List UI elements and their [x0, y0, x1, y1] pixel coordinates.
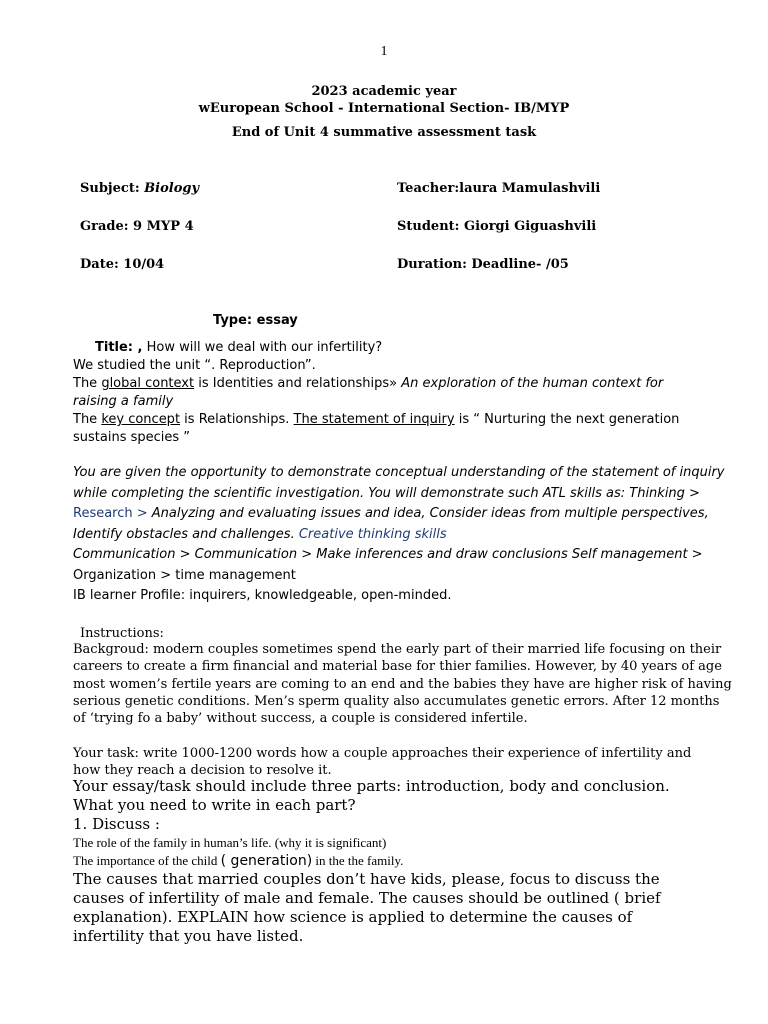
key-concept-prefix: The — [73, 412, 102, 427]
atl-research: Research > — [73, 506, 148, 521]
essay-parts-line: Your essay/task should include three parts: introduction, body and conclusion. — [73, 777, 670, 795]
causes-line-1: The causes that married couples don’t have kids, please, focus to discuss the — [73, 870, 660, 888]
title-text: How will we deal with our infertility? — [142, 340, 383, 355]
atl-line-4 — [73, 527, 447, 542]
causes-line-2: causes of infertility of male and female. The causes should be outlined ( brief — [73, 889, 661, 907]
instructions-line-2: careers to create a firm financial and material base for thier families. However, by 40 years of age — [73, 659, 722, 674]
title-label: Title: , — [95, 340, 143, 355]
statement-of-inquiry-term: The statement of inquiry — [293, 412, 455, 427]
key-concept-line — [73, 412, 679, 427]
teacher-field: Teacher:laura Mamulashvili — [397, 181, 601, 196]
causes-line-4: infertility that you have listed. — [73, 927, 304, 945]
instructions-line-1: Backgroud: modern couples sometimes spend the early part of their married life focusing on their — [73, 642, 722, 657]
key-concept-term: key concept — [101, 412, 181, 427]
instructions-heading: Instructions: — [80, 626, 164, 641]
child-importance-generation: ( generation) — [220, 853, 313, 869]
global-context-exploration: An exploration of the human context for — [401, 376, 664, 391]
grade-field: Grade: 9 MYP 4 — [80, 219, 194, 234]
essay-title — [95, 340, 382, 355]
atl-line-2: while completing the scientific investigation. You will demonstrate such ATL skills as: Thinking > — [73, 486, 700, 501]
key-concept-line2: sustains species ” — [73, 430, 191, 445]
atl-line-1: You are given the opportunity to demonstrate conceptual understanding of the statement of inquiry — [73, 465, 725, 480]
page-number: 1 — [380, 44, 388, 59]
learner-profile: IB learner Profile: inquirers, knowledgeable, open-minded. — [73, 588, 452, 603]
discuss-heading: 1. Discuss : — [73, 815, 160, 833]
subject-value: Biology — [144, 181, 200, 196]
subject-label: Subject: — [80, 181, 140, 196]
atl-line-5: Communication > Communication > Make inferences and draw conclusions Self management > — [73, 547, 703, 562]
atl-obstacles: Identify obstacles and challenges. — [73, 527, 299, 542]
atl-creative-thinking: Creative thinking skills — [298, 527, 447, 542]
global-context-term: global context — [101, 376, 195, 391]
instructions-line-3: most women’s fertile years are coming to an end and the babies they have are higher risk of having — [73, 677, 732, 692]
atl-line-6: Organization > time management — [73, 568, 296, 583]
instructions-line-5: of ‘trying fo a baby’ without success, a couple is considered infertile. — [73, 711, 528, 726]
instructions-line-4: serious genetic conditions. Men’s sperm quality also accumulates genetic errors. After 12 months — [73, 694, 720, 709]
child-importance-line — [73, 853, 403, 869]
global-context-line2: raising a family — [73, 394, 174, 409]
child-importance-c: in the the family. — [312, 853, 404, 868]
atl-analyzing: Analyzing and evaluating issues and idea, Consider ideas from multiple perspectives, — [147, 506, 709, 521]
family-role-line: The role of the family in human’s life. (why it is significant) — [73, 835, 387, 850]
global-context-line — [73, 376, 663, 391]
task-line-1: Your task: write 1000-1200 words how a couple approaches their experience of infertility and — [73, 746, 692, 761]
subject-field — [80, 181, 199, 196]
unit-line: We studied the unit “. Reproduction”. — [73, 358, 316, 373]
atl-line-3 — [73, 506, 709, 521]
duration-field: Duration: Deadline- /05 — [397, 257, 569, 272]
academic-year: 2023 academic year — [311, 84, 457, 99]
task-heading: End of Unit 4 summative assessment task — [231, 125, 537, 140]
task-line-2: how they reach a decision to resolve it. — [73, 763, 332, 778]
key-concept-mid: is Relationships. — [180, 412, 294, 427]
statement-of-inquiry-text: is “ Nurturing the next generation — [454, 412, 680, 427]
date-field: Date: 10/04 — [80, 257, 165, 272]
student-field: Student: Giorgi Giguashvili — [397, 219, 597, 234]
school-name: wEuropean School - International Section- IB/MYP — [198, 101, 570, 116]
global-context-mid: is Identities and relationships» — [194, 376, 402, 391]
global-context-prefix: The — [73, 376, 102, 391]
causes-line-3: explanation). EXPLAIN how science is applied to determine the causes of — [73, 908, 633, 926]
type-line: Type: essay — [213, 313, 298, 328]
what-to-write-line: What you need to write in each part? — [73, 796, 356, 814]
child-importance-a: The importance of the child — [73, 853, 221, 868]
